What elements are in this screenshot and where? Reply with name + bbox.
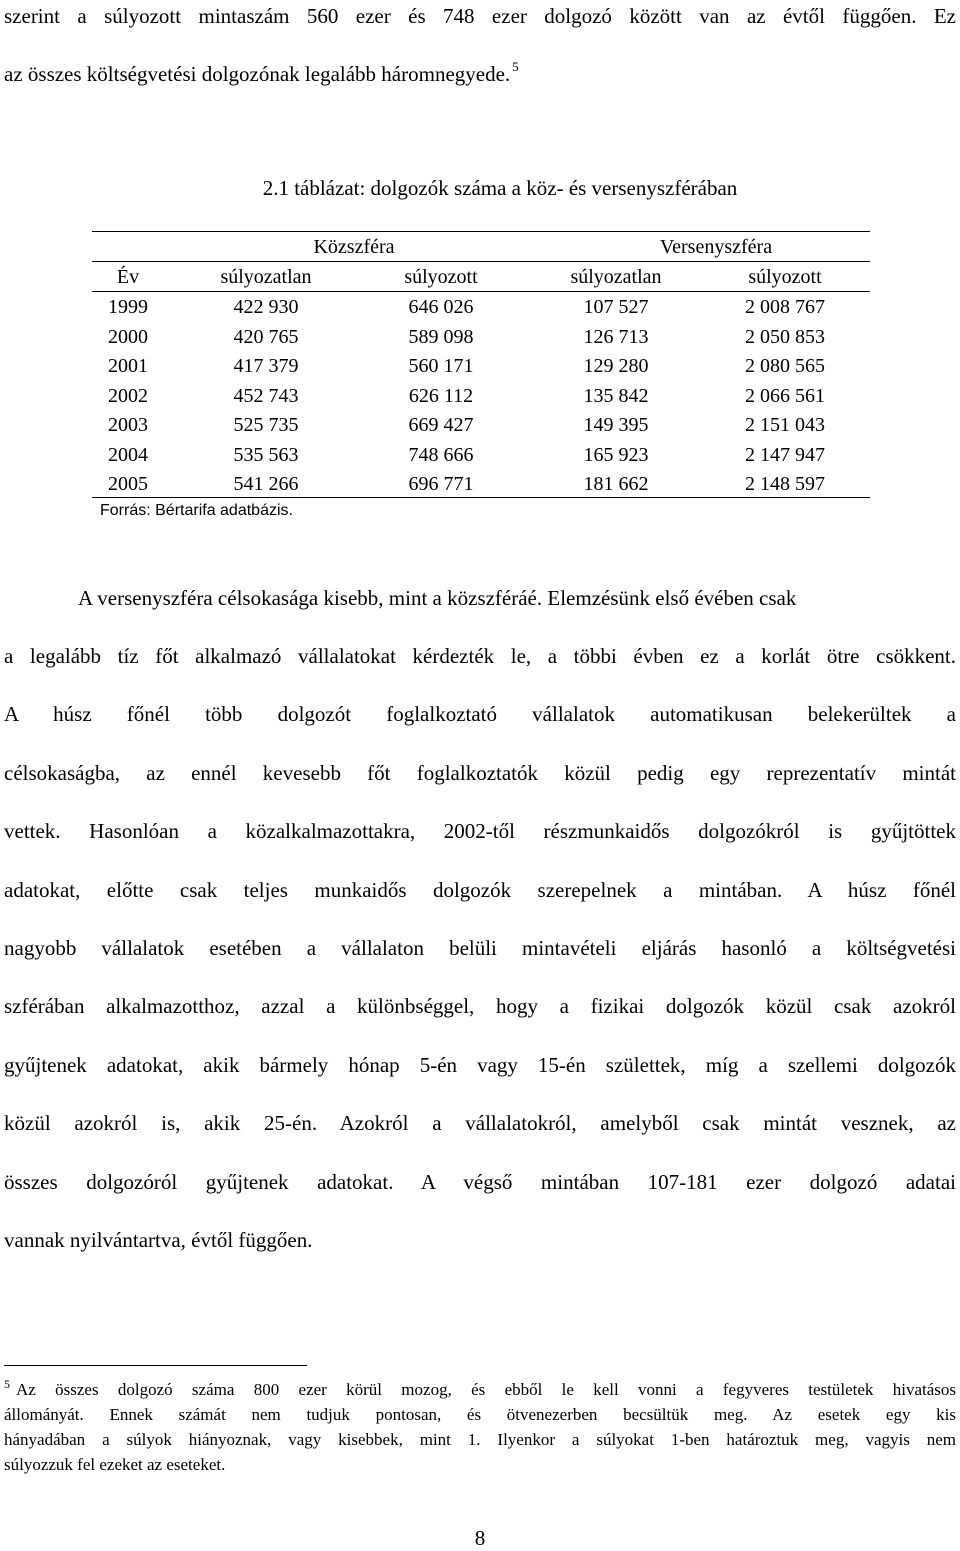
table-cell-value: 2 147 947	[745, 443, 825, 466]
column-header-public-unweighted: súlyozatlan	[220, 266, 312, 288]
table-cell-value: 669 427	[408, 414, 474, 436]
table-cell-value: 560 171	[408, 355, 474, 377]
table-cell-year: 2000	[108, 325, 148, 348]
table-cell-value: 452 743	[233, 384, 299, 407]
paragraph-line: A húsz főnél több dolgozót foglalkoztató vállalatok automatikusan belekerültek a	[4, 702, 956, 727]
paragraph-line: közül azokról is, akik 25-én. Azokról a vállalatokról, amelyből csak mintát vesznek, az	[4, 1111, 956, 1136]
table-cell-year: 2001	[108, 355, 148, 377]
table-cell-value: 181 662	[583, 473, 649, 495]
table-cell-value: 126 713	[583, 325, 649, 348]
column-header-private-unweighted: súlyozatlan	[570, 266, 662, 288]
table-cell-value: 626 112	[408, 384, 474, 407]
paragraph-line: nagyobb vállalatok esetében a vállalaton belüli mintavételi eljárás hasonló a költségvetési	[4, 936, 956, 960]
table-top-rule	[92, 231, 870, 232]
table-cell-value: 525 735	[233, 414, 299, 436]
footnote-reference: 5	[512, 59, 519, 74]
paragraph-last-line: vannak nyilvántartva, évtől függően.	[4, 1228, 313, 1252]
intro-line-1: szerint a súlyozott mintaszám 560 ezer és 748 ezer dolgozó között van az évtől függően. Ez	[4, 4, 956, 28]
table-cell-value: 417 379	[233, 355, 299, 377]
table-cell-value: 2 148 597	[745, 473, 825, 495]
page-number: 8	[474, 1526, 486, 1550]
paragraph-line: célsokaságba, az ennél kevesebb főt foglalkoztatók közül pedig egy reprezentatív mintát	[4, 760, 956, 785]
footnote-rule	[4, 1365, 307, 1366]
intro-line-2	[4, 59, 956, 87]
table-group-rule	[92, 261, 870, 262]
table-cell-year: 2003	[108, 414, 148, 436]
table-cell-value: 2 008 767	[745, 296, 825, 318]
intro-line-2-text: az összes költségvetési dolgozónak legalább háromnegyede.	[4, 62, 511, 86]
table-cell-value: 107 527	[583, 296, 649, 318]
footnote-line	[4, 1377, 956, 1400]
paragraph-line: vettek. Hasonlóan a közalkalmazottakra, 2002-től részmunkaidős dolgozókról is gyűjtöttek	[4, 819, 956, 844]
footnote-text: hányadában a súlyok hiányoznak, vagy kisebbek, mint 1. Ilyenkor a súlyokat 1-ben határoztuk meg, vagyis nem	[4, 1430, 956, 1449]
paragraph-line: szférában alkalmazotthoz, azzal a különbséggel, hogy a fizikai dolgozók közül csak azokról	[4, 994, 956, 1019]
table-cell-value: 149 395	[583, 414, 649, 436]
column-header-year: Év	[116, 266, 140, 288]
paragraph-line: összes dolgozóról gyűjtenek adatokat. A végső mintában 107-181 ezer dolgozó adatai	[4, 1169, 956, 1194]
footnote-line	[4, 1430, 956, 1450]
table-bottom-rule	[92, 497, 870, 498]
table-cell-value: 2 151 043	[745, 414, 825, 436]
table-cell-year: 2004	[108, 443, 148, 466]
paragraph-line: adatokat, előtte csak teljes munkaidős dolgozók szerepelnek a mintában. A húsz főnél	[4, 877, 956, 902]
column-header-public-weighted: súlyozott	[404, 266, 478, 288]
footnote-number: 5	[4, 1377, 10, 1391]
footnote-text: Az összes dolgozó száma 800 ezer körül mozog, és ebből le kell vonni a fegyveres testületek hivatásos	[16, 1380, 956, 1399]
footnote-line	[4, 1405, 956, 1425]
table-cell-value: 535 563	[233, 443, 299, 466]
paragraph-line: a legalább tíz főt alkalmazó vállalatokat kérdezték le, a többi évben ez a korlát ötre csökkent.	[4, 644, 956, 668]
table-cell-value: 165 923	[583, 443, 649, 466]
table-cell-year: 2002	[108, 384, 148, 407]
group-header-private: Versenyszféra	[659, 236, 773, 258]
table-cell-value: 748 666	[408, 443, 474, 466]
table-cell-value: 696 771	[408, 473, 474, 495]
table-cell-year: 2005	[108, 473, 148, 495]
table-cell-value: 2 080 565	[745, 355, 825, 377]
table-cell-value: 589 098	[408, 325, 474, 348]
table-cell-value: 646 026	[408, 296, 474, 318]
table-cell-value: 129 280	[583, 355, 649, 377]
footnote-text: súlyozzuk fel ezeket az eseteket.	[4, 1455, 226, 1474]
table-cell-value: 135 842	[583, 384, 649, 407]
table-cell-year: 1999	[108, 296, 148, 318]
footnote-text: állományát. Ennek számát nem tudjuk pontosan, és ötvenezerben becsültük meg. Az esetek egy kis	[4, 1405, 956, 1424]
table-cell-value: 2 066 561	[745, 384, 825, 407]
table-cell-value: 541 266	[233, 473, 299, 495]
paragraph-first-line: A versenyszféra célsokasága kisebb, mint a közszféráé. Elemzésünk első évében csak	[78, 586, 797, 610]
table-header-rule	[92, 291, 870, 292]
table-title: 2.1 táblázat: dolgozók száma a köz- és versenyszférában	[262, 176, 738, 200]
group-header-public: Közszféra	[313, 236, 395, 258]
table-cell-value: 420 765	[233, 325, 299, 348]
table-cell-value: 2 050 853	[745, 325, 825, 348]
paragraph-line: gyűjtenek adatokat, akik bármely hónap 5-én vagy 15-én születtek, míg a szellemi dolgozók	[4, 1052, 956, 1077]
table-source: Forrás: Bértarifa adatbázis.	[100, 502, 293, 519]
column-header-private-weighted: súlyozott	[748, 266, 822, 288]
table-cell-value: 422 930	[233, 296, 299, 318]
footnote-line	[4, 1455, 956, 1475]
